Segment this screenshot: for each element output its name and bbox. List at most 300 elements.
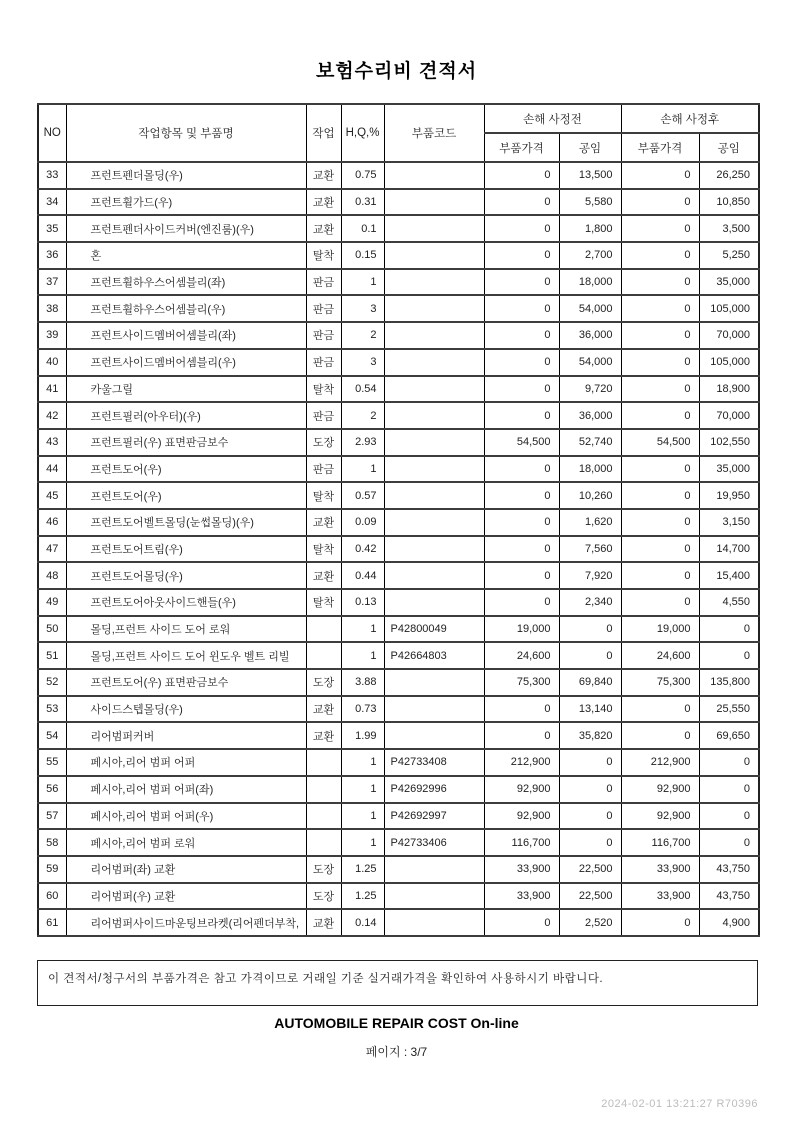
hq-value: 3: [341, 349, 384, 376]
work-type: 탈착: [306, 482, 341, 509]
before-part-price: 33,900: [484, 856, 559, 883]
before-labor: 22,500: [559, 883, 621, 910]
item-name: 리어범퍼(우) 교환: [66, 883, 306, 910]
hq-value: 0.42: [341, 536, 384, 563]
work-type: [306, 749, 341, 776]
after-part-price: 75,300: [621, 669, 699, 696]
table-row: [38, 696, 759, 723]
row-no: 52: [38, 669, 66, 696]
part-code: [384, 402, 484, 429]
row-no: 39: [38, 322, 66, 349]
header-after-labor: 공임: [699, 133, 759, 162]
part-code: P42733408: [384, 749, 484, 776]
hq-value: 3: [341, 295, 384, 322]
work-type: 교환: [306, 722, 341, 749]
before-labor: 2,520: [559, 909, 621, 936]
estimate-table: [37, 103, 760, 937]
after-part-price: 19,000: [621, 616, 699, 643]
before-labor: 13,500: [559, 162, 621, 189]
after-part-price: 0: [621, 189, 699, 216]
after-part-price: 0: [621, 349, 699, 376]
row-no: 42: [38, 402, 66, 429]
hq-value: 1: [341, 456, 384, 483]
item-name: 프런트도어트림(우): [66, 536, 306, 563]
part-code: [384, 269, 484, 296]
work-type: 판금: [306, 402, 341, 429]
part-code: [384, 349, 484, 376]
after-labor: 105,000: [699, 295, 759, 322]
item-name: 페시아,리어 범퍼 어퍼(좌): [66, 776, 306, 803]
item-name: 프런트도어(우): [66, 482, 306, 509]
before-part-price: 0: [484, 909, 559, 936]
after-labor: 3,150: [699, 509, 759, 536]
after-part-price: 212,900: [621, 749, 699, 776]
after-part-price: 0: [621, 456, 699, 483]
header-no: NO: [38, 104, 66, 162]
table-row: [38, 269, 759, 296]
after-labor: 0: [699, 776, 759, 803]
before-part-price: 0: [484, 482, 559, 509]
work-type: 교환: [306, 696, 341, 723]
row-no: 40: [38, 349, 66, 376]
part-code: [384, 722, 484, 749]
before-part-price: 0: [484, 295, 559, 322]
row-no: 36: [38, 242, 66, 269]
hq-value: 2: [341, 402, 384, 429]
row-no: 53: [38, 696, 66, 723]
item-name: 프런트펜더사이드커버(엔진룸)(우): [66, 215, 306, 242]
before-part-price: 75,300: [484, 669, 559, 696]
work-type: [306, 829, 341, 856]
after-part-price: 0: [621, 536, 699, 563]
after-labor: 14,700: [699, 536, 759, 563]
table-row: [38, 642, 759, 669]
before-part-price: 54,500: [484, 429, 559, 456]
header-after-group: 손해 사정후: [621, 104, 759, 133]
after-part-price: 54,500: [621, 429, 699, 456]
after-part-price: 0: [621, 909, 699, 936]
table-row: [38, 322, 759, 349]
item-name: 프런트도어벨트몰딩(눈썹몰딩)(우): [66, 509, 306, 536]
part-code: [384, 322, 484, 349]
hq-value: 2: [341, 322, 384, 349]
work-type: 교환: [306, 909, 341, 936]
before-part-price: 0: [484, 562, 559, 589]
after-part-price: 0: [621, 376, 699, 403]
table-row: [38, 722, 759, 749]
before-labor: 1,620: [559, 509, 621, 536]
part-code: [384, 376, 484, 403]
hq-value: 0.31: [341, 189, 384, 216]
hq-value: 1: [341, 642, 384, 669]
table-row: [38, 242, 759, 269]
item-name: 프런트휠가드(우): [66, 189, 306, 216]
before-part-price: 0: [484, 242, 559, 269]
hq-value: 0.54: [341, 376, 384, 403]
row-no: 51: [38, 642, 66, 669]
work-type: 교환: [306, 562, 341, 589]
work-type: 탈착: [306, 242, 341, 269]
before-labor: 54,000: [559, 349, 621, 376]
table-row: [38, 429, 759, 456]
before-labor: 13,140: [559, 696, 621, 723]
item-name: 프런트휠하우스어셈블리(좌): [66, 269, 306, 296]
table-row: [38, 616, 759, 643]
work-type: [306, 776, 341, 803]
before-labor: 35,820: [559, 722, 621, 749]
header-after-part-price: 부품가격: [621, 133, 699, 162]
after-part-price: 0: [621, 722, 699, 749]
before-labor: 0: [559, 776, 621, 803]
hq-value: 0.15: [341, 242, 384, 269]
work-type: 교환: [306, 162, 341, 189]
after-labor: 4,900: [699, 909, 759, 936]
after-part-price: 92,900: [621, 776, 699, 803]
row-no: 58: [38, 829, 66, 856]
after-labor: 18,900: [699, 376, 759, 403]
after-part-price: 0: [621, 589, 699, 616]
table-row: [38, 536, 759, 563]
hq-value: 1: [341, 776, 384, 803]
after-labor: 26,250: [699, 162, 759, 189]
table-header: [38, 104, 759, 162]
after-labor: 19,950: [699, 482, 759, 509]
row-no: 47: [38, 536, 66, 563]
item-name: 몰딩,프런트 사이드 도어 윈도우 벨트 리빌: [66, 642, 306, 669]
table-row: [38, 909, 759, 936]
hq-value: 0.14: [341, 909, 384, 936]
part-code: P42800049: [384, 616, 484, 643]
after-part-price: 0: [621, 295, 699, 322]
before-labor: 36,000: [559, 322, 621, 349]
table-row: [38, 509, 759, 536]
table-body: [38, 162, 759, 936]
after-part-price: 0: [621, 482, 699, 509]
after-part-price: 33,900: [621, 856, 699, 883]
before-labor: 2,700: [559, 242, 621, 269]
item-name: 프런트휠하우스어셈블리(우): [66, 295, 306, 322]
before-part-price: 0: [484, 322, 559, 349]
before-labor: 18,000: [559, 269, 621, 296]
before-part-price: 116,700: [484, 829, 559, 856]
work-type: 도장: [306, 883, 341, 910]
part-code: [384, 856, 484, 883]
after-part-price: 0: [621, 562, 699, 589]
after-labor: 70,000: [699, 402, 759, 429]
hq-value: 0.73: [341, 696, 384, 723]
part-code: P42692996: [384, 776, 484, 803]
brand-title: AUTOMOBILE REPAIR COST On-line: [274, 1015, 519, 1031]
after-labor: 35,000: [699, 269, 759, 296]
before-labor: 52,740: [559, 429, 621, 456]
header-part-code: 부품코드: [384, 104, 484, 162]
work-type: [306, 616, 341, 643]
notice-box: [37, 960, 758, 1006]
before-part-price: 0: [484, 189, 559, 216]
item-name: 카울그릴: [66, 376, 306, 403]
item-name: 혼: [66, 242, 306, 269]
table-row: [38, 883, 759, 910]
work-type: 도장: [306, 669, 341, 696]
after-labor: 69,650: [699, 722, 759, 749]
row-no: 46: [38, 509, 66, 536]
before-part-price: 0: [484, 402, 559, 429]
row-no: 44: [38, 456, 66, 483]
after-labor: 4,550: [699, 589, 759, 616]
before-labor: 18,000: [559, 456, 621, 483]
before-labor: 0: [559, 829, 621, 856]
hq-value: 3.88: [341, 669, 384, 696]
row-no: 43: [38, 429, 66, 456]
row-no: 33: [38, 162, 66, 189]
hq-value: 1: [341, 803, 384, 830]
work-type: 탈착: [306, 589, 341, 616]
before-labor: 7,560: [559, 536, 621, 563]
part-code: P42733406: [384, 829, 484, 856]
after-part-price: 0: [621, 242, 699, 269]
row-no: 48: [38, 562, 66, 589]
header-before-labor: 공임: [559, 133, 621, 162]
header-before-group: 손해 사정전: [484, 104, 621, 133]
part-code: [384, 295, 484, 322]
item-name: 사이드스텝몰딩(우): [66, 696, 306, 723]
before-part-price: 0: [484, 376, 559, 403]
table-row: [38, 589, 759, 616]
item-name: 프런트필러(아우터)(우): [66, 402, 306, 429]
header-item: 작업항목 및 부품명: [66, 104, 306, 162]
hq-value: 0.75: [341, 162, 384, 189]
row-no: 59: [38, 856, 66, 883]
item-name: 프런트필러(우) 표면판금보수: [66, 429, 306, 456]
row-no: 49: [38, 589, 66, 616]
work-type: 판금: [306, 269, 341, 296]
table-row: [38, 349, 759, 376]
before-labor: 10,260: [559, 482, 621, 509]
hq-value: 1: [341, 616, 384, 643]
before-part-price: 0: [484, 215, 559, 242]
part-code: [384, 669, 484, 696]
after-labor: 0: [699, 803, 759, 830]
table-row: [38, 376, 759, 403]
hq-value: 1.25: [341, 883, 384, 910]
row-no: 61: [38, 909, 66, 936]
after-labor: 43,750: [699, 856, 759, 883]
after-part-price: 0: [621, 402, 699, 429]
row-no: 34: [38, 189, 66, 216]
item-name: 페시아,리어 범퍼 어퍼: [66, 749, 306, 776]
hq-value: 0.44: [341, 562, 384, 589]
hq-value: 1.99: [341, 722, 384, 749]
work-type: 교환: [306, 189, 341, 216]
table-row: [38, 215, 759, 242]
part-code: [384, 162, 484, 189]
before-part-price: 0: [484, 589, 559, 616]
before-part-price: 92,900: [484, 803, 559, 830]
after-labor: 0: [699, 749, 759, 776]
before-part-price: 0: [484, 349, 559, 376]
page-title: 보험수리비 견적서: [315, 61, 478, 82]
table-row: [38, 562, 759, 589]
header-hq: H,Q,%: [341, 104, 384, 162]
before-labor: 54,000: [559, 295, 621, 322]
table-row: [38, 162, 759, 189]
row-no: 45: [38, 482, 66, 509]
before-part-price: 0: [484, 696, 559, 723]
page-number: 페이지 : 3/7: [365, 1045, 428, 1059]
before-part-price: 24,600: [484, 642, 559, 669]
part-code: [384, 696, 484, 723]
item-name: 몰딩,프런트 사이드 도어 로워: [66, 616, 306, 643]
row-no: 57: [38, 803, 66, 830]
header-before-part-price: 부품가격: [484, 133, 559, 162]
after-part-price: 0: [621, 215, 699, 242]
work-type: [306, 803, 341, 830]
work-type: 탈착: [306, 536, 341, 563]
part-code: [384, 215, 484, 242]
before-labor: 7,920: [559, 562, 621, 589]
work-type: 도장: [306, 856, 341, 883]
after-part-price: 0: [621, 162, 699, 189]
work-type: 판금: [306, 349, 341, 376]
part-code: [384, 189, 484, 216]
before-labor: 1,800: [559, 215, 621, 242]
item-name: 프런트도어(우) 표면판금보수: [66, 669, 306, 696]
after-labor: 0: [699, 642, 759, 669]
after-labor: 102,550: [699, 429, 759, 456]
after-part-price: 0: [621, 696, 699, 723]
row-no: 37: [38, 269, 66, 296]
item-name: 리어범퍼사이드마운팅브라켓(리어펜더부착,: [66, 909, 306, 936]
before-part-price: 0: [484, 536, 559, 563]
part-code: [384, 242, 484, 269]
item-name: 페시아,리어 범퍼 로워: [66, 829, 306, 856]
hq-value: 1: [341, 749, 384, 776]
before-labor: 9,720: [559, 376, 621, 403]
table-row: [38, 482, 759, 509]
table-row: [38, 456, 759, 483]
hq-value: 0.13: [341, 589, 384, 616]
after-labor: 25,550: [699, 696, 759, 723]
print-timestamp: 2024-02-01 13:21:27 R70396: [601, 1098, 758, 1110]
after-labor: 15,400: [699, 562, 759, 589]
work-type: [306, 642, 341, 669]
after-part-price: 116,700: [621, 829, 699, 856]
item-name: 리어범퍼(좌) 교환: [66, 856, 306, 883]
hq-value: 2.93: [341, 429, 384, 456]
item-name: 프런트사이드멤버어셈블리(좌): [66, 322, 306, 349]
row-no: 35: [38, 215, 66, 242]
table-row: [38, 803, 759, 830]
work-type: 탈착: [306, 376, 341, 403]
part-code: [384, 883, 484, 910]
row-no: 54: [38, 722, 66, 749]
before-part-price: 212,900: [484, 749, 559, 776]
before-labor: 0: [559, 642, 621, 669]
item-name: 페시아,리어 범퍼 어퍼(우): [66, 803, 306, 830]
part-code: [384, 562, 484, 589]
hq-value: 1: [341, 269, 384, 296]
table-row: [38, 189, 759, 216]
row-no: 56: [38, 776, 66, 803]
work-type: 판금: [306, 322, 341, 349]
table-row: [38, 749, 759, 776]
hq-value: 1: [341, 829, 384, 856]
item-name: 프런트펜더몰딩(우): [66, 162, 306, 189]
after-part-price: 24,600: [621, 642, 699, 669]
part-code: P42664803: [384, 642, 484, 669]
hq-value: 1.25: [341, 856, 384, 883]
after-labor: 0: [699, 616, 759, 643]
work-type: 판금: [306, 456, 341, 483]
part-code: P42692997: [384, 803, 484, 830]
hq-value: 0.09: [341, 509, 384, 536]
before-part-price: 0: [484, 722, 559, 749]
part-code: [384, 909, 484, 936]
after-part-price: 0: [621, 322, 699, 349]
row-no: 55: [38, 749, 66, 776]
work-type: 교환: [306, 509, 341, 536]
notice-text: 이 견적서/청구서의 부품가격은 참고 가격이므로 거래일 기준 실거래가격을 확인하여 사용하시기 바랍니다.: [48, 973, 604, 985]
before-labor: 69,840: [559, 669, 621, 696]
work-type: 도장: [306, 429, 341, 456]
after-part-price: 0: [621, 509, 699, 536]
after-labor: 0: [699, 829, 759, 856]
after-labor: 135,800: [699, 669, 759, 696]
part-code: [384, 482, 484, 509]
after-labor: 35,000: [699, 456, 759, 483]
work-type: 판금: [306, 295, 341, 322]
row-no: 38: [38, 295, 66, 322]
before-part-price: 0: [484, 162, 559, 189]
after-labor: 5,250: [699, 242, 759, 269]
after-labor: 43,750: [699, 883, 759, 910]
before-labor: 0: [559, 616, 621, 643]
part-code: [384, 589, 484, 616]
after-labor: 70,000: [699, 322, 759, 349]
table-row: [38, 829, 759, 856]
before-labor: 5,580: [559, 189, 621, 216]
item-name: 리어범퍼커버: [66, 722, 306, 749]
item-name: 프런트도어몰딩(우): [66, 562, 306, 589]
before-part-price: 0: [484, 456, 559, 483]
item-name: 프런트도어아웃사이드핸들(우): [66, 589, 306, 616]
before-part-price: 19,000: [484, 616, 559, 643]
before-part-price: 0: [484, 509, 559, 536]
before-part-price: 92,900: [484, 776, 559, 803]
table-row: [38, 856, 759, 883]
before-part-price: 33,900: [484, 883, 559, 910]
before-labor: 22,500: [559, 856, 621, 883]
part-code: [384, 429, 484, 456]
table-row: [38, 295, 759, 322]
hq-value: 0.1: [341, 215, 384, 242]
before-labor: 36,000: [559, 402, 621, 429]
after-part-price: 33,900: [621, 883, 699, 910]
after-labor: 3,500: [699, 215, 759, 242]
before-labor: 0: [559, 749, 621, 776]
before-labor: 2,340: [559, 589, 621, 616]
item-name: 프런트도어(우): [66, 456, 306, 483]
part-code: [384, 536, 484, 563]
table-row: [38, 669, 759, 696]
item-name: 프런트사이드멤버어셈블리(우): [66, 349, 306, 376]
before-labor: 0: [559, 803, 621, 830]
after-labor: 10,850: [699, 189, 759, 216]
row-no: 50: [38, 616, 66, 643]
after-labor: 105,000: [699, 349, 759, 376]
after-part-price: 92,900: [621, 803, 699, 830]
work-type: 교환: [306, 215, 341, 242]
